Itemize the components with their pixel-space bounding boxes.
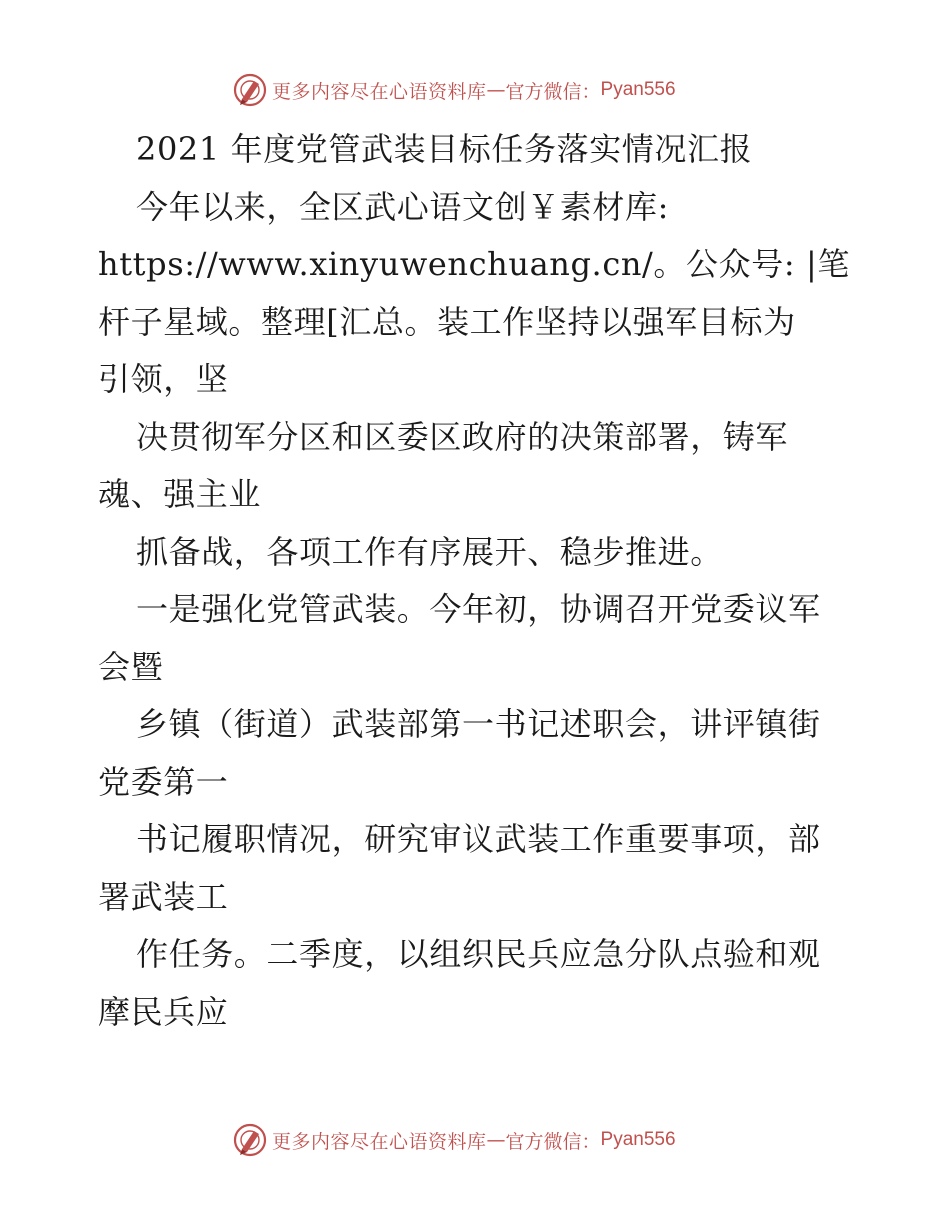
body-text-line: 决贯彻军分区和区委区政府的决策部署，铸军 xyxy=(136,417,789,456)
banner-text: 更多内容尽在心语资料库 xyxy=(272,1130,487,1153)
body-text-line: 书记履职情况，研究审议武装工作重要事项，部 xyxy=(136,820,821,858)
body-text-line: https://www.xinyuwenchuang.cn/。公众号: |笔 xyxy=(98,245,850,283)
header-banner xyxy=(232,70,752,110)
document-body xyxy=(98,121,858,1041)
body-text-line: 一是强化党管武装。今年初，协调召开党委议军 xyxy=(136,590,821,628)
footer-banner xyxy=(232,1120,752,1160)
banner-separator: — xyxy=(486,79,506,101)
banner-separator: — xyxy=(486,1129,506,1151)
body-text-line: 署武装工 xyxy=(98,877,229,916)
body-text-line: 摩民兵应 xyxy=(98,992,229,1031)
banner-wechat-label: 官方微信： xyxy=(505,80,601,103)
banner-wechat-id: Pyan556 xyxy=(600,79,676,100)
body-text-line: 引领，坚 xyxy=(98,360,229,398)
banner-text: 更多内容尽在心语资料库 xyxy=(272,80,487,103)
body-text-line: 作任务。二季度，以组织民兵应急分队点验和观 xyxy=(136,935,821,973)
banner-wechat-id: Pyan556 xyxy=(600,1129,676,1150)
body-text-line: 魂、强主业 xyxy=(98,475,262,513)
body-text-line: 今年以来，全区武心语文创￥素材库: xyxy=(136,187,669,226)
document-title: 2021 年度党管武装目标任务落实情况汇报 xyxy=(136,130,753,168)
body-text-line: 乡镇（街道）武装部第一书记述职会，讲评镇街 xyxy=(136,705,821,743)
body-text-line: 党委第一 xyxy=(98,762,229,801)
body-text-line: 杆子星域。整理[汇总。装工作坚持以强军目标为 xyxy=(98,302,796,341)
body-text-line: 会暨 xyxy=(98,647,164,686)
pen-nib-logo-icon xyxy=(232,72,268,108)
pen-nib-logo-icon xyxy=(232,1122,268,1158)
banner-wechat-label: 官方微信： xyxy=(505,1130,601,1153)
body-text-line: 抓备战，各项工作有序展开、稳步推进。 xyxy=(136,532,723,571)
